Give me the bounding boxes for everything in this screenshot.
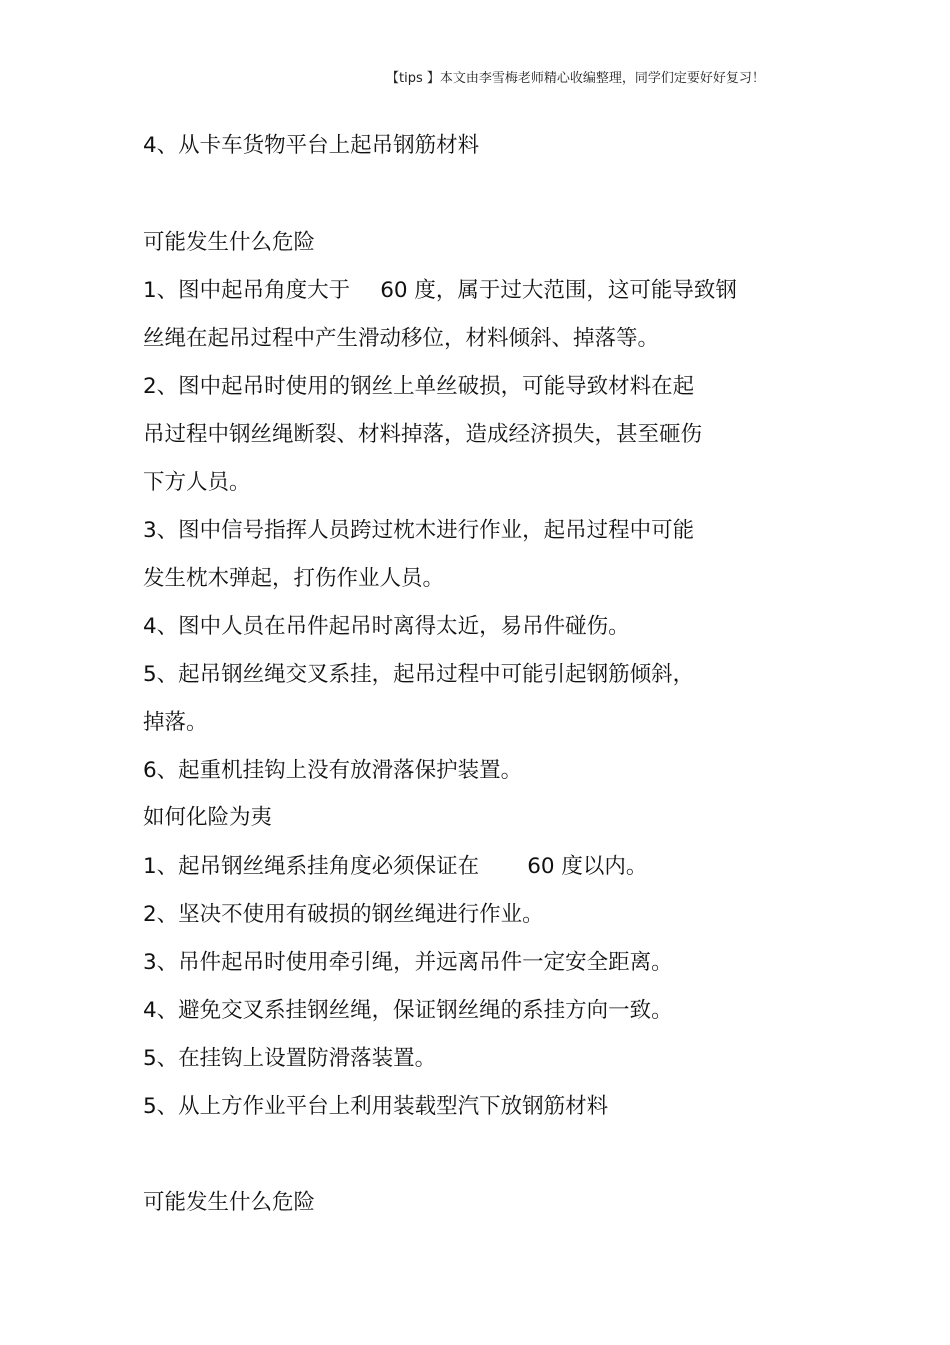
danger-item-1-text-b: 60 度，属于过大范围，这可能导致钢	[380, 278, 737, 303]
danger-item-6: 6、起重机挂钩上没有放滑落保护装置。	[143, 758, 523, 783]
danger-item-2-line-2: 吊过程中钢丝绳断裂、材料掉落，造成经济损失，甚至砸伤	[143, 422, 703, 447]
section-heading-4: 4、从卡车货物平台上起吊钢筋材料	[143, 133, 480, 158]
danger-item-2-line-3: 下方人员。	[143, 470, 251, 495]
danger-item-1-text-a: 1、图中起吊角度大于	[143, 278, 351, 303]
danger-item-3-line-2: 发生枕木弹起，打伤作业人员。	[143, 566, 445, 591]
danger-item-5-line-1: 5、起吊钢丝绳交叉系挂，起吊过程中可能引起钢筋倾斜，	[143, 662, 695, 687]
danger-item-1-line-2: 丝绳在起吊过程中产生滑动移位，材料倾斜、掉落等。	[143, 326, 660, 351]
solution-item-1-text-a: 1、起吊钢丝绳系挂角度必须保证在	[143, 854, 480, 879]
solution-item-2: 2、坚决不使用有破损的钢丝绳进行作业。	[143, 902, 544, 927]
solution-item-1-text-b: 60 度以内。	[527, 854, 648, 879]
section-heading-5: 5、从上方作业平台上利用装载型汽下放钢筋材料	[143, 1094, 609, 1119]
solution-item-4: 4、避免交叉系挂钢丝绳，保证钢丝绳的系挂方向一致。	[143, 998, 673, 1023]
danger-item-2-line-1: 2、图中起吊时使用的钢丝上单丝破损，可能导致材料在起	[143, 374, 695, 399]
solution-item-3: 3、吊件起吊时使用牵引绳，并远离吊件一定安全距离。	[143, 950, 673, 975]
danger-item-4: 4、图中人员在吊件起吊时离得太近，易吊件碰伤。	[143, 614, 630, 639]
solution-heading: 如何化险为夷	[143, 805, 273, 830]
header-tip: 【tips 】本文由李雪梅老师精心收编整理，同学们定要好好复习！	[386, 71, 765, 86]
danger-item-5-line-2: 掉落。	[143, 710, 208, 735]
solution-item-5: 5、在挂钩上设置防滑落装置。	[143, 1046, 437, 1071]
danger-heading-2: 可能发生什么危险	[143, 1190, 316, 1215]
danger-heading: 可能发生什么危险	[143, 230, 316, 255]
solution-item-1	[143, 852, 647, 882]
danger-item-1-line-1	[143, 276, 737, 306]
danger-item-3-line-1: 3、图中信号指挥人员跨过枕木进行作业，起吊过程中可能	[143, 518, 695, 543]
